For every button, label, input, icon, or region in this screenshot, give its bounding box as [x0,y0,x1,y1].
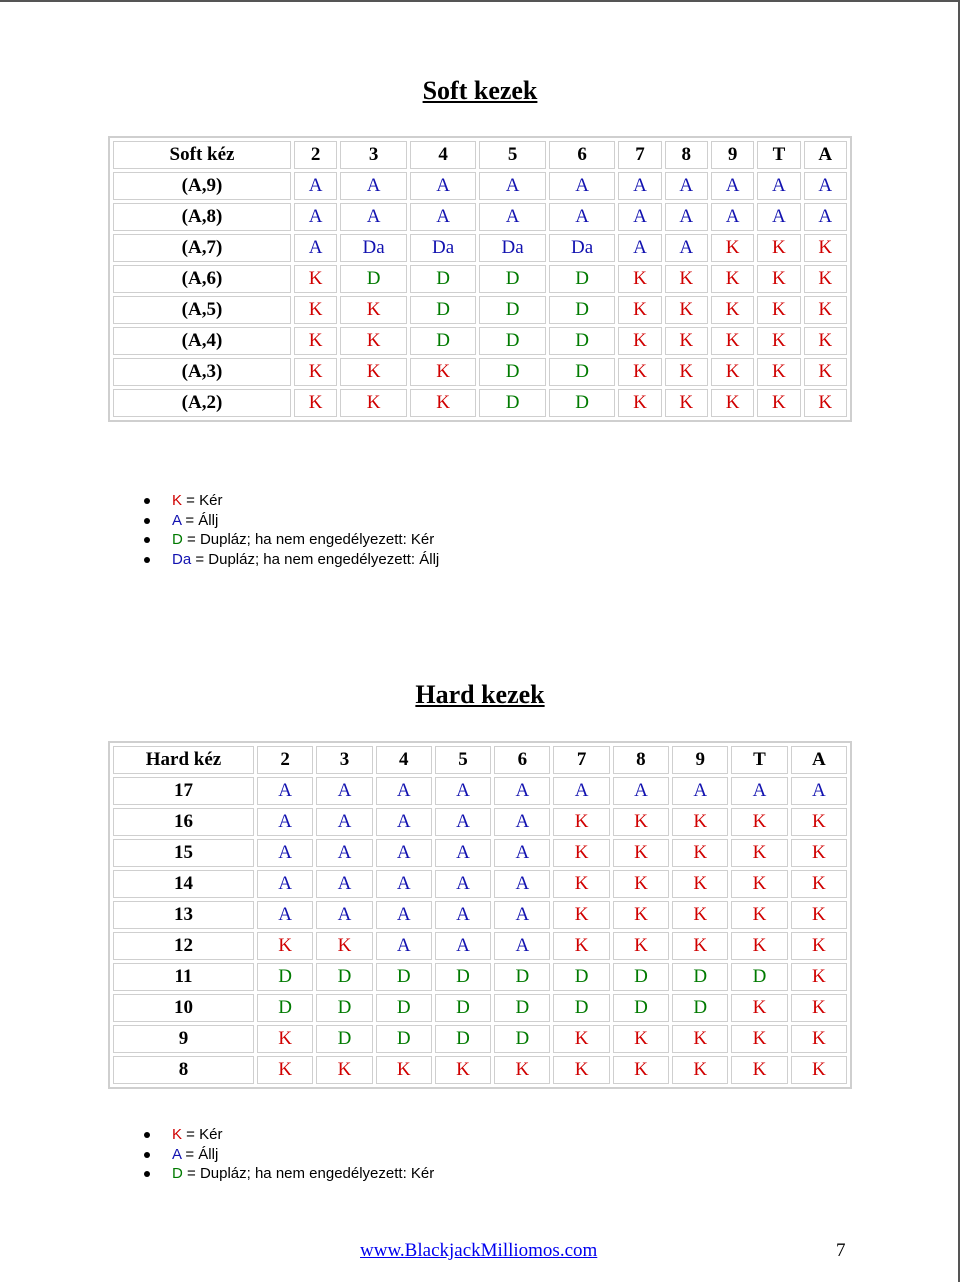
action-cell: A [257,839,313,867]
action-cell: A [494,808,550,836]
action-cell: K [665,327,708,355]
bullet-icon [144,498,150,504]
action-cell: K [791,870,847,898]
action-cell: K [340,327,407,355]
header-dealer-card: 6 [549,141,616,169]
action-cell: D [494,1025,550,1053]
action-cell: A [618,234,661,262]
table-row [113,839,847,867]
action-cell: A [316,839,372,867]
action-cell: D [479,358,546,386]
action-cell: A [613,777,669,805]
action-cell: K [804,296,847,324]
action-cell: K [804,265,847,293]
action-cell: A [549,172,616,200]
action-cell: K [553,808,609,836]
action-cell: K [757,389,800,417]
page-top-border [0,0,960,2]
table-row [113,994,847,1022]
action-cell: K [613,870,669,898]
action-cell: D [494,994,550,1022]
action-cell: D [613,994,669,1022]
action-cell: K [294,358,337,386]
header-dealer-card: 3 [316,746,372,774]
action-cell: K [618,327,661,355]
action-cell: D [435,994,491,1022]
action-cell: K [257,1056,313,1084]
hard-hands-table [108,741,852,1089]
action-cell: A [731,777,787,805]
action-cell: A [757,172,800,200]
hand-label: 15 [113,839,254,867]
action-cell: K [672,1025,728,1053]
action-cell: D [553,994,609,1022]
action-cell: A [494,777,550,805]
action-cell: K [731,1056,787,1084]
table-row [113,296,847,324]
table-row [113,327,847,355]
action-cell: K [731,932,787,960]
action-cell: D [410,265,477,293]
action-cell: K [791,932,847,960]
action-cell: D [410,327,477,355]
action-cell: D [340,265,407,293]
action-cell: A [435,870,491,898]
legend-item [140,491,439,511]
action-cell: A [494,901,550,929]
action-cell: A [757,203,800,231]
action-cell: K [731,808,787,836]
action-cell: A [435,808,491,836]
header-hand-label: Soft kéz [113,141,291,169]
action-cell: Da [479,234,546,262]
action-cell: K [731,870,787,898]
action-cell: D [376,963,432,991]
action-cell: K [618,296,661,324]
table-row [113,932,847,960]
action-cell: D [553,963,609,991]
footer-website-link[interactable]: www.BlackjackMilliomos.com [360,1240,598,1261]
header-dealer-card: 7 [553,746,609,774]
action-cell: K [791,994,847,1022]
legend-text: = Kér [182,1126,223,1143]
action-cell: K [435,1056,491,1084]
table-row [113,901,847,929]
hand-label: (A,4) [113,327,291,355]
action-cell: A [257,777,313,805]
action-cell: A [376,901,432,929]
action-cell: K [791,1056,847,1084]
action-cell: K [757,358,800,386]
action-cell: A [376,777,432,805]
action-cell: A [257,870,313,898]
action-cell: K [731,994,787,1022]
table-row [113,963,847,991]
hand-label: (A,9) [113,172,291,200]
action-cell: K [731,839,787,867]
action-cell: K [804,389,847,417]
action-cell: K [613,932,669,960]
action-cell: D [549,265,616,293]
hand-label: (A,7) [113,234,291,262]
action-cell: A [376,932,432,960]
action-cell: K [294,296,337,324]
action-cell: K [665,265,708,293]
header-dealer-card: 8 [613,746,669,774]
header-dealer-card: 4 [410,141,477,169]
action-cell: D [435,1025,491,1053]
action-cell: K [553,1025,609,1053]
action-cell: K [757,296,800,324]
action-cell: K [757,265,800,293]
table-row [113,808,847,836]
hand-label: 11 [113,963,254,991]
action-cell: D [549,296,616,324]
action-cell: D [316,994,372,1022]
table-row [113,1025,847,1053]
header-dealer-card: 8 [665,141,708,169]
action-cell: K [791,963,847,991]
action-cell: K [804,358,847,386]
action-cell: A [665,203,708,231]
action-cell: K [791,839,847,867]
legend-code: A [172,511,182,529]
legend-item [140,511,439,531]
action-cell: K [294,327,337,355]
action-cell: K [613,808,669,836]
hand-label: 12 [113,932,254,960]
page-number: 7 [836,1240,846,1261]
action-cell: K [711,327,754,355]
action-cell: K [410,389,477,417]
legend-item [140,530,439,550]
action-cell: K [613,1025,669,1053]
legend-text: = Állj [181,1145,219,1163]
action-cell: K [410,358,477,386]
soft-hands-heading: Soft kezek [422,76,538,105]
action-cell: A [553,777,609,805]
action-cell: K [711,296,754,324]
action-cell: D [376,1025,432,1053]
legend-code: A [172,1145,182,1163]
action-cell: K [553,901,609,929]
header-hand-label: Hard kéz [113,746,254,774]
action-cell: A [672,777,728,805]
legend-code: K [172,492,183,509]
bullet-icon [144,1152,150,1158]
action-cell: K [294,389,337,417]
hand-label: (A,3) [113,358,291,386]
bullet-icon [144,1171,150,1177]
hand-label: 9 [113,1025,254,1053]
action-cell: A [316,808,372,836]
action-cell: K [672,932,728,960]
action-cell: A [340,172,407,200]
action-cell: D [435,963,491,991]
action-cell: A [257,808,313,836]
action-cell: K [672,808,728,836]
header-dealer-card: 7 [618,141,661,169]
header-dealer-card: 5 [435,746,491,774]
action-cell: K [672,1056,728,1084]
action-cell: K [618,389,661,417]
header-dealer-card: 3 [340,141,407,169]
legend-text: = Dupláz; ha nem engedélyezett: Kér [182,531,435,548]
action-cell: A [294,234,337,262]
legend-code: K [172,1126,183,1143]
action-cell: D [479,327,546,355]
action-cell: K [618,265,661,293]
action-cell: A [494,932,550,960]
action-cell: A [257,901,313,929]
action-cell: A [435,777,491,805]
action-cell: K [494,1056,550,1084]
action-cell: A [376,808,432,836]
action-cell: K [340,389,407,417]
action-cell: K [791,901,847,929]
action-cell: D [410,296,477,324]
action-cell: K [711,265,754,293]
action-cell: K [294,265,337,293]
legend-item [140,1125,434,1145]
header-dealer-card: 9 [672,746,728,774]
header-dealer-card: 2 [257,746,313,774]
action-cell: K [613,1056,669,1084]
action-cell: K [757,327,800,355]
action-cell: A [479,203,546,231]
action-cell: K [553,870,609,898]
action-cell: K [665,296,708,324]
action-cell: D [316,1025,372,1053]
action-cell: A [376,839,432,867]
action-cell: K [711,358,754,386]
table-row [113,777,847,805]
action-cell: A [376,870,432,898]
action-cell: K [791,1025,847,1053]
action-cell: D [257,994,313,1022]
hand-label: 10 [113,994,254,1022]
legend-text: = Kér [182,492,223,509]
action-cell: K [804,327,847,355]
action-cell: K [613,901,669,929]
table-row [113,870,847,898]
action-cell: K [711,389,754,417]
hand-label: 14 [113,870,254,898]
action-cell: D [549,358,616,386]
action-cell: A [549,203,616,231]
action-cell: Da [549,234,616,262]
table-row [113,389,847,417]
legend-code: D [172,531,183,548]
action-cell: A [435,901,491,929]
action-cell: A [479,172,546,200]
action-cell: Da [340,234,407,262]
hand-label: (A,2) [113,389,291,417]
table-row [113,234,847,262]
legend-text: = Dupláz; ha nem engedélyezett: Kér [182,1165,435,1182]
action-cell: A [294,172,337,200]
header-dealer-card: A [791,746,847,774]
action-cell: A [804,203,847,231]
legend-item [140,1145,434,1165]
action-cell: K [757,234,800,262]
header-dealer-card: T [731,746,787,774]
action-cell: A [316,870,372,898]
action-cell: D [479,389,546,417]
action-cell: A [494,839,550,867]
action-cell: A [494,870,550,898]
action-cell: K [672,839,728,867]
hard-hands-heading: Hard kezek [415,680,545,709]
table-row [113,1056,847,1084]
action-cell: K [731,901,787,929]
action-cell: K [316,1056,372,1084]
action-cell: D [494,963,550,991]
header-row [113,746,847,774]
action-cell: K [376,1056,432,1084]
action-cell: D [549,389,616,417]
header-dealer-card: 9 [711,141,754,169]
action-cell: D [672,994,728,1022]
hand-label: (A,6) [113,265,291,293]
action-cell: D [672,963,728,991]
hand-label: (A,8) [113,203,291,231]
table-row [113,358,847,386]
action-cell: A [665,172,708,200]
legend-code: D [172,1165,183,1182]
action-cell: K [711,234,754,262]
header-dealer-card: 2 [294,141,337,169]
action-cell: K [257,1025,313,1053]
action-cell: K [613,839,669,867]
action-cell: D [257,963,313,991]
action-cell: K [316,932,372,960]
header-dealer-card: A [804,141,847,169]
action-cell: A [316,777,372,805]
action-cell: A [618,172,661,200]
action-cell: K [618,358,661,386]
legend-text: = Állj [181,511,219,529]
action-cell: K [672,870,728,898]
header-dealer-card: 6 [494,746,550,774]
action-cell: D [613,963,669,991]
action-cell: K [731,1025,787,1053]
action-cell: A [791,777,847,805]
legend-item [140,550,439,570]
bullet-icon [144,1132,150,1138]
action-cell: A [316,901,372,929]
action-cell: D [316,963,372,991]
action-cell: A [340,203,407,231]
action-cell: K [804,234,847,262]
action-cell: A [665,234,708,262]
action-cell: A [711,203,754,231]
action-cell: A [435,932,491,960]
action-cell: D [376,994,432,1022]
action-cell: D [479,265,546,293]
action-cell: D [479,296,546,324]
hand-label: 13 [113,901,254,929]
hand-label: 17 [113,777,254,805]
legend-code: Da [172,550,192,568]
action-cell: K [257,932,313,960]
action-cell: Da [410,234,477,262]
action-cell: A [435,839,491,867]
hard-legend [140,1125,434,1184]
action-cell: A [410,203,477,231]
action-cell: K [665,389,708,417]
header-dealer-card: T [757,141,800,169]
action-cell: K [672,901,728,929]
table-row [113,203,847,231]
hand-label: (A,5) [113,296,291,324]
action-cell: A [294,203,337,231]
action-cell: D [549,327,616,355]
action-cell: K [553,1056,609,1084]
header-dealer-card: 5 [479,141,546,169]
header-row [113,141,847,169]
action-cell: K [553,839,609,867]
action-cell: A [410,172,477,200]
action-cell: A [804,172,847,200]
soft-legend [140,491,439,569]
action-cell: K [340,358,407,386]
bullet-icon [144,537,150,543]
legend-item [140,1164,434,1184]
action-cell: K [553,932,609,960]
header-dealer-card: 4 [376,746,432,774]
hand-label: 8 [113,1056,254,1084]
action-cell: K [791,808,847,836]
bullet-icon [144,518,150,524]
action-cell: K [665,358,708,386]
legend-text: = Dupláz; ha nem engedélyezett: Állj [191,550,440,568]
table-row [113,265,847,293]
action-cell: A [711,172,754,200]
action-cell: D [731,963,787,991]
bullet-icon [144,557,150,563]
hand-label: 16 [113,808,254,836]
action-cell: A [618,203,661,231]
action-cell: K [340,296,407,324]
soft-hands-table [108,136,852,422]
table-row [113,172,847,200]
